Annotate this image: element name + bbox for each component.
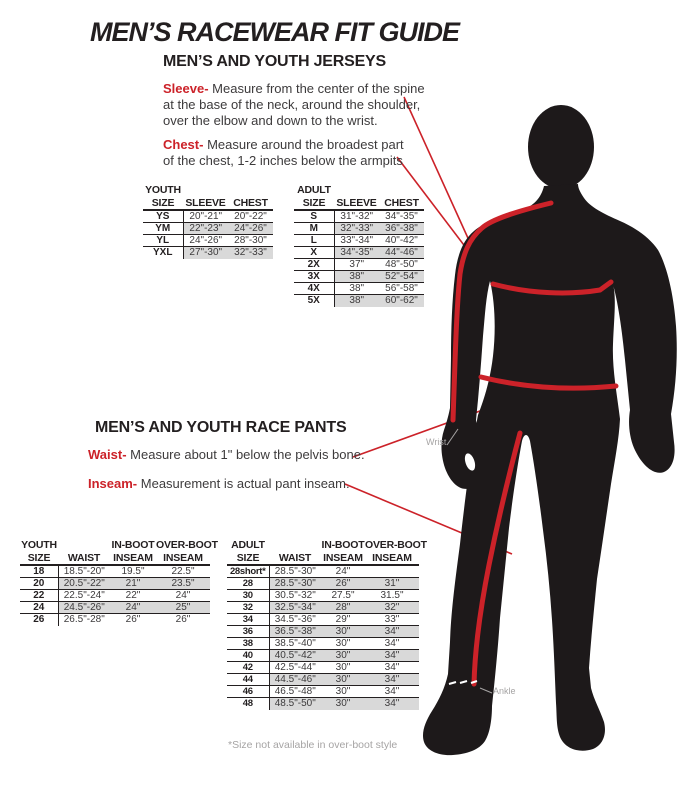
table-cell: 18	[20, 565, 58, 578]
table-cell: 46.5"-48"	[269, 686, 321, 698]
inseam-instruction	[88, 476, 350, 492]
table-cell: 40.5"-42"	[269, 650, 321, 662]
table-cell: 32.5"-34"	[269, 602, 321, 614]
sleeve-description: Measure from the center of the spine at the base of the neck, around the shoulder, over the elbow and down to the wrist.	[163, 81, 425, 128]
column-header: WAIST	[58, 551, 110, 565]
column-header: YOUTH	[21, 538, 57, 551]
column-header: OVER-BOOT	[365, 538, 427, 551]
youth-jersey-size-table	[143, 183, 273, 259]
column-header: ADULT	[297, 183, 331, 196]
table-cell: 42	[227, 662, 269, 674]
table-row	[143, 235, 273, 247]
table-cell: 44	[227, 674, 269, 686]
table-cell: 4X	[294, 283, 334, 295]
table-row	[294, 259, 424, 271]
table-cell: 38"	[334, 283, 379, 295]
waist-term: Waist-	[88, 447, 127, 462]
table-cell: 34"	[365, 686, 419, 698]
table-cell: 24"	[335, 566, 351, 577]
table-row	[227, 686, 419, 698]
chest-instruction	[163, 137, 404, 169]
table-cell: 30"	[321, 638, 365, 650]
table-row	[227, 602, 419, 614]
table-cell: 30"	[321, 650, 365, 662]
table-cell: 38.5"-40"	[269, 638, 321, 650]
table-cell: 30"	[321, 662, 365, 674]
table-cell: 30.5"-32"	[269, 590, 321, 602]
column-header: INSEAM	[365, 551, 419, 565]
table-cell: 20	[20, 578, 58, 590]
table-cell: 22"-23"	[183, 223, 228, 235]
page-title: MEN’S RACEWEAR FIT GUIDE	[90, 17, 460, 47]
table-row	[294, 247, 424, 259]
table-cell: 21"	[110, 578, 156, 590]
column-header: IN-BOOT	[321, 538, 365, 551]
column-header: IN-BOOT	[111, 538, 155, 551]
table-cell: 32"	[365, 602, 419, 614]
table-cell: 34"	[365, 638, 419, 650]
table-cell: 30"	[321, 626, 365, 638]
table-row	[227, 626, 419, 638]
table-cell: 28	[227, 578, 269, 590]
table-cell: 33"-34"	[334, 235, 379, 247]
table-cell: 3X	[294, 271, 334, 283]
table-cell: 20.5"-22"	[58, 578, 110, 590]
column-header: OVER-BOOT	[156, 538, 218, 551]
column-header	[334, 183, 379, 196]
column-header: WAIST	[269, 551, 321, 565]
column-header: INSEAM	[110, 551, 156, 565]
table-cell: 28.5"-30"	[274, 566, 316, 577]
column-header: ADULT	[231, 538, 265, 551]
table-cell: 34"	[365, 626, 419, 638]
table-row	[294, 235, 424, 247]
column-header: YOUTH	[145, 183, 181, 196]
table-cell: 38"	[334, 271, 379, 283]
column-header: SIZE	[294, 196, 334, 210]
table-cell: 22"	[110, 590, 156, 602]
table-cell: 28"	[321, 602, 365, 614]
column-header	[58, 538, 110, 551]
sleeve-term: Sleeve-	[163, 81, 209, 96]
table-cell: 48"-50"	[379, 259, 424, 271]
inseam-term: Inseam-	[88, 476, 138, 491]
waist-instruction	[88, 447, 365, 463]
table-cell: 20"-21"	[189, 211, 223, 222]
table-cell: X	[294, 247, 334, 259]
table-cell: 26	[20, 614, 58, 626]
column-header	[228, 183, 273, 196]
table-row	[227, 614, 419, 626]
table-cell: 34"-35"	[334, 247, 379, 259]
table-cell: 29"	[321, 614, 365, 626]
table-cell: 22.5"-24"	[58, 590, 110, 602]
sleeve-instruction	[163, 81, 425, 129]
table-cell: 28.5"-30"	[269, 578, 321, 590]
table-cell: 44.5"-46"	[269, 674, 321, 686]
adult-jersey-size-table	[294, 183, 424, 307]
table-cell: 30"	[321, 698, 365, 710]
table-cell: 28"-30"	[228, 235, 273, 247]
table-cell: 36	[227, 626, 269, 638]
table-cell: 40"-42"	[379, 235, 424, 247]
table-row	[294, 271, 424, 283]
column-header: SLEEVE	[334, 196, 379, 210]
table-cell: 33"	[365, 614, 419, 626]
table-group-row	[227, 538, 419, 551]
table-cell: 48.5"-50"	[269, 698, 321, 710]
column-header: SLEEVE	[183, 196, 228, 210]
table-cell: 60"-62"	[379, 295, 424, 307]
figure-head	[528, 105, 594, 189]
table-group-row	[143, 183, 273, 196]
table-cell: 27"-30"	[183, 247, 228, 259]
table-cell: 24"-26"	[183, 235, 228, 247]
table-row	[20, 614, 210, 626]
table-header-row	[294, 196, 424, 210]
table-cell: S	[294, 210, 334, 223]
table-row	[227, 674, 419, 686]
table-cell: 5X	[294, 295, 334, 307]
table-cell: 26"	[110, 614, 156, 626]
ankle-label: Ankle	[493, 686, 516, 696]
table-cell: 31.5"	[365, 590, 419, 602]
table-row	[294, 210, 424, 223]
column-header: SIZE	[227, 551, 269, 565]
table-row	[227, 662, 419, 674]
table-cell: 32"-33"	[228, 247, 273, 259]
table-cell: 34"	[365, 674, 419, 686]
table-cell: 52"-54"	[379, 271, 424, 283]
table-cell: 38	[227, 638, 269, 650]
table-group-row	[294, 183, 424, 196]
table-cell: 37"	[334, 259, 379, 271]
table-cell: 46	[227, 686, 269, 698]
table-cell: 36"-38"	[379, 223, 424, 235]
wrist-label: Wrist	[426, 437, 447, 447]
inseam-description: Measurement is actual pant inseam.	[140, 476, 350, 491]
table-cell: 34"	[365, 650, 419, 662]
table-row	[227, 590, 419, 602]
table-cell: 23.5"	[156, 578, 210, 590]
table-cell: 42.5"-44"	[269, 662, 321, 674]
table-cell: 18.5"-20"	[63, 566, 105, 577]
table-row	[20, 590, 210, 602]
youth-pants-size-table	[20, 538, 218, 626]
table-group-row	[20, 538, 210, 551]
column-header	[379, 183, 424, 196]
table-cell: M	[294, 223, 334, 235]
table-row	[227, 650, 419, 662]
table-cell: 24"-26"	[228, 223, 273, 235]
table-row	[20, 565, 210, 578]
table-cell: 28short*	[227, 565, 269, 578]
column-header: SIZE	[20, 551, 58, 565]
table-cell: 26"	[156, 614, 210, 626]
chest-term: Chest-	[163, 137, 204, 152]
table-cell: 30	[227, 590, 269, 602]
table-cell: 36.5"-38"	[269, 626, 321, 638]
table-cell: 31"	[365, 578, 419, 590]
table-row	[143, 247, 273, 259]
table-cell: 20"-22"	[234, 211, 267, 222]
table-cell: 24	[20, 602, 58, 614]
table-row	[227, 698, 419, 710]
table-header-row	[20, 551, 210, 565]
table-cell: 34	[227, 614, 269, 626]
table-cell: 34"	[365, 698, 419, 710]
over-boot-footnote: *Size not available in over-boot style	[228, 739, 398, 751]
table-cell: 27.5"	[321, 590, 365, 602]
jerseys-section-heading: MEN’S AND YOUTH JERSEYS	[163, 53, 387, 70]
column-header	[183, 183, 228, 196]
table-row	[227, 578, 419, 590]
column-header: INSEAM	[156, 551, 210, 565]
table-cell: YM	[143, 223, 183, 235]
table-cell: 32"-33"	[334, 223, 379, 235]
column-header	[269, 538, 321, 551]
table-cell: 32	[227, 602, 269, 614]
table-row	[20, 578, 210, 590]
pants-section-heading: MEN’S AND YOUTH RACE PANTS	[95, 419, 347, 436]
table-row	[294, 283, 424, 295]
table-cell: 38"	[334, 295, 379, 307]
table-cell: 22	[20, 590, 58, 602]
table-cell: 40	[227, 650, 269, 662]
column-header: CHEST	[379, 196, 424, 210]
table-row	[143, 223, 273, 235]
table-cell: 30"	[321, 674, 365, 686]
table-row	[294, 223, 424, 235]
table-cell: 24.5"-26"	[58, 602, 110, 614]
table-cell: 22.5"	[171, 566, 195, 577]
table-cell: 24"	[156, 590, 210, 602]
chest-description: Measure around the broadest part of the chest, 1-2 inches below the armpits	[163, 137, 404, 168]
table-row	[143, 210, 273, 223]
table-cell: 56"-58"	[379, 283, 424, 295]
table-cell: 26.5"-28"	[58, 614, 110, 626]
table-cell: 19.5"	[121, 566, 145, 577]
table-cell: 31"-32"	[340, 211, 374, 222]
table-cell: L	[294, 235, 334, 247]
table-row	[20, 602, 210, 614]
waist-description: Measure about 1" below the pelvis bone.	[130, 447, 365, 462]
adult-pants-size-table	[227, 538, 427, 710]
table-cell: 26"	[321, 578, 365, 590]
column-header: CHEST	[228, 196, 273, 210]
table-cell: 48	[227, 698, 269, 710]
table-cell: YS	[143, 210, 183, 223]
table-row	[227, 638, 419, 650]
table-row	[227, 565, 419, 578]
column-header: SIZE	[143, 196, 183, 210]
table-cell: 25"	[156, 602, 210, 614]
table-cell: YL	[143, 235, 183, 247]
table-cell	[365, 565, 419, 578]
table-cell: 34"-35"	[385, 211, 418, 222]
table-cell: YXL	[143, 247, 183, 259]
table-cell: 44"-46"	[379, 247, 424, 259]
table-header-row	[227, 551, 419, 565]
table-cell: 34"	[365, 662, 419, 674]
table-cell: 24"	[110, 602, 156, 614]
column-header: INSEAM	[321, 551, 365, 565]
table-row	[294, 295, 424, 307]
table-cell: 34.5"-36"	[269, 614, 321, 626]
table-cell: 30"	[321, 686, 365, 698]
table-cell: 2X	[294, 259, 334, 271]
table-header-row	[143, 196, 273, 210]
